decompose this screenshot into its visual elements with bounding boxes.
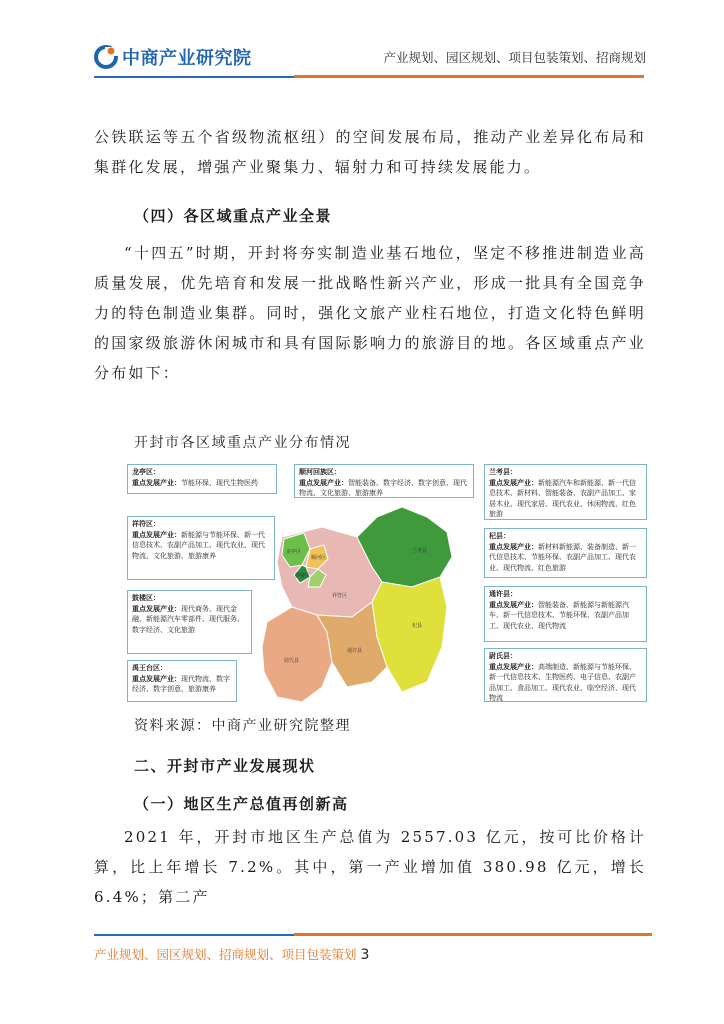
infobox-lankao — [484, 464, 647, 520]
infobox-qixian — [484, 528, 647, 578]
infobox-key: 重点发展产业： — [489, 478, 538, 487]
infobox-text: 新能源与节能环保、新一代信息技术、农副产品加工、现代农业、现代物流、文化旅游、旅游康养 — [132, 530, 265, 560]
infobox-shunhe — [294, 464, 474, 498]
infobox-title: 禹王台区： — [132, 664, 167, 672]
infobox-text: 节能环保、现代生物医药 — [181, 478, 258, 487]
infobox-title: 杞县： — [489, 532, 510, 540]
infobox-key: 重点发展产业： — [132, 530, 181, 539]
section-heading-regions: （四）各区域重点产业全景 — [134, 207, 333, 225]
infobox-key: 重点发展产业： — [489, 600, 538, 609]
footer-rule-blue — [94, 934, 294, 936]
infobox-key: 重点发展产业： — [132, 674, 181, 683]
infobox-title: 兰考县： — [489, 468, 517, 476]
logo — [94, 44, 252, 70]
infobox-key: 重点发展产业： — [489, 662, 538, 671]
map-label-tongxu: 通许县 — [347, 648, 363, 654]
infobox-text: 新材料新能源、装备制造、新一代信息技术、节能环保、农副产品加工、现代农业、现代物流、红色旅游 — [489, 542, 636, 572]
map-label-xiangfu: 祥符区 — [332, 593, 348, 599]
infobox-title: 尉氏县： — [489, 652, 517, 660]
map-region-qixian — [372, 577, 447, 692]
footer-rule-orange — [294, 933, 652, 936]
infobox-text: 现代商务、现代金融、新能源汽车零部件、现代服务、数字经济、文化旅游 — [132, 604, 244, 634]
header-tagline: 产业规划、园区规划、项目包装策划、招商规划 — [383, 50, 646, 65]
industry-map-figure — [122, 462, 647, 702]
infobox-text: 现代物流、数字经济、数字创意、旅游康养 — [132, 674, 230, 693]
chapter-heading-status: 二、开封市产业发展现状 — [134, 757, 316, 775]
section-heading-gdp: （一）地区生产总值再创新高 — [134, 795, 349, 813]
map-label-longting: 龙亭区 — [286, 549, 302, 555]
logo-icon — [94, 45, 118, 69]
page-footer — [94, 945, 369, 963]
map-label-lankao: 兰考县 — [412, 548, 428, 554]
infobox-key: 重点发展产业： — [132, 604, 181, 613]
infobox-gulou — [127, 590, 252, 654]
paragraph-fourteenth-plan: “十四五”时期，开封将夯实制造业基石地位，坚定不移推进制造业高质量发展，优先培育和发展一批战略性新兴产业，形成一批具有全国竞争力的特色制造业集群。同时，强化文旅产业柱石地位，打造文化特色鲜明的国家级旅游休闲城市和具有国际影响力的旅游目的地。各区域重点产业分布如下： — [94, 244, 646, 382]
figure-title: 开封市各区域重点产业分布情况 — [134, 435, 351, 451]
infobox-title: 通许县： — [489, 590, 517, 598]
paragraph-logistics: 公铁联运等五个省级物流枢纽）的空间发展布局，推动产业差异化布局和集群化发展，增强产业聚集力、辐射力和可持续发展能力。 — [94, 128, 646, 176]
infobox-title: 龙亭区： — [132, 468, 160, 476]
infobox-key: 重点发展产业： — [132, 478, 181, 487]
map-label-qixian: 杞县 — [412, 623, 423, 629]
map-label-weishi: 尉氏县 — [284, 658, 300, 664]
kaifeng-map — [262, 497, 472, 707]
logo-text: 中商产业研究院 — [122, 48, 252, 69]
paragraph-gdp: 2021 年，开封市地区生产总值为 2557.03 亿元，按可比价格计算，比上年增长 7.2%。其中，第一产业增加值 380.98 亿元，增长 6.4%；第二产 — [94, 828, 646, 906]
header-rule-blue — [94, 76, 294, 78]
infobox-text: 智能装备、数字经济、数字创意、现代物流、文化旅游、旅游康养 — [299, 478, 467, 497]
infobox-key: 重点发展产业： — [489, 542, 538, 551]
infobox-text: 高端制造、新能源与节能环保、新一代信息技术、生物医药、电子信息、农副产品加工、食品加工、现代农业、临空经济、现代物流 — [489, 662, 636, 702]
page-number: 3 — [360, 947, 370, 963]
figure-source: 资料来源：中商产业研究院整理 — [134, 718, 351, 734]
page-header — [0, 0, 724, 80]
map-label-gulou: 鼓楼区 — [295, 573, 311, 579]
infobox-xiangfu — [127, 516, 275, 580]
infobox-key: 重点发展产业： — [299, 478, 348, 487]
header-rule-orange — [294, 75, 644, 78]
infobox-yuwangtai — [127, 660, 237, 702]
infobox-longting — [127, 464, 277, 494]
map-label-shunhe: 顺河区 — [311, 555, 327, 561]
infobox-text: 智能装备、新能源与新能源汽车、新一代信息技术、节能环保、农副产品加工、现代农业、现代物流 — [489, 600, 629, 630]
infobox-title: 顺河回族区： — [299, 468, 341, 476]
infobox-title: 祥符区： — [132, 520, 160, 528]
infobox-title: 鼓楼区： — [132, 594, 160, 602]
infobox-text: 新能源汽车和新能源、新一代信息技术、新材料、智能装备、农副产品加工、家居木业、现代家居、现代农业、休闲物流、红色旅游 — [489, 478, 636, 518]
infobox-weishi — [484, 648, 647, 702]
infobox-tongxu — [484, 586, 647, 642]
footer-tagline: 产业规划、园区规划、招商规划、项目包装策划 — [94, 947, 357, 962]
